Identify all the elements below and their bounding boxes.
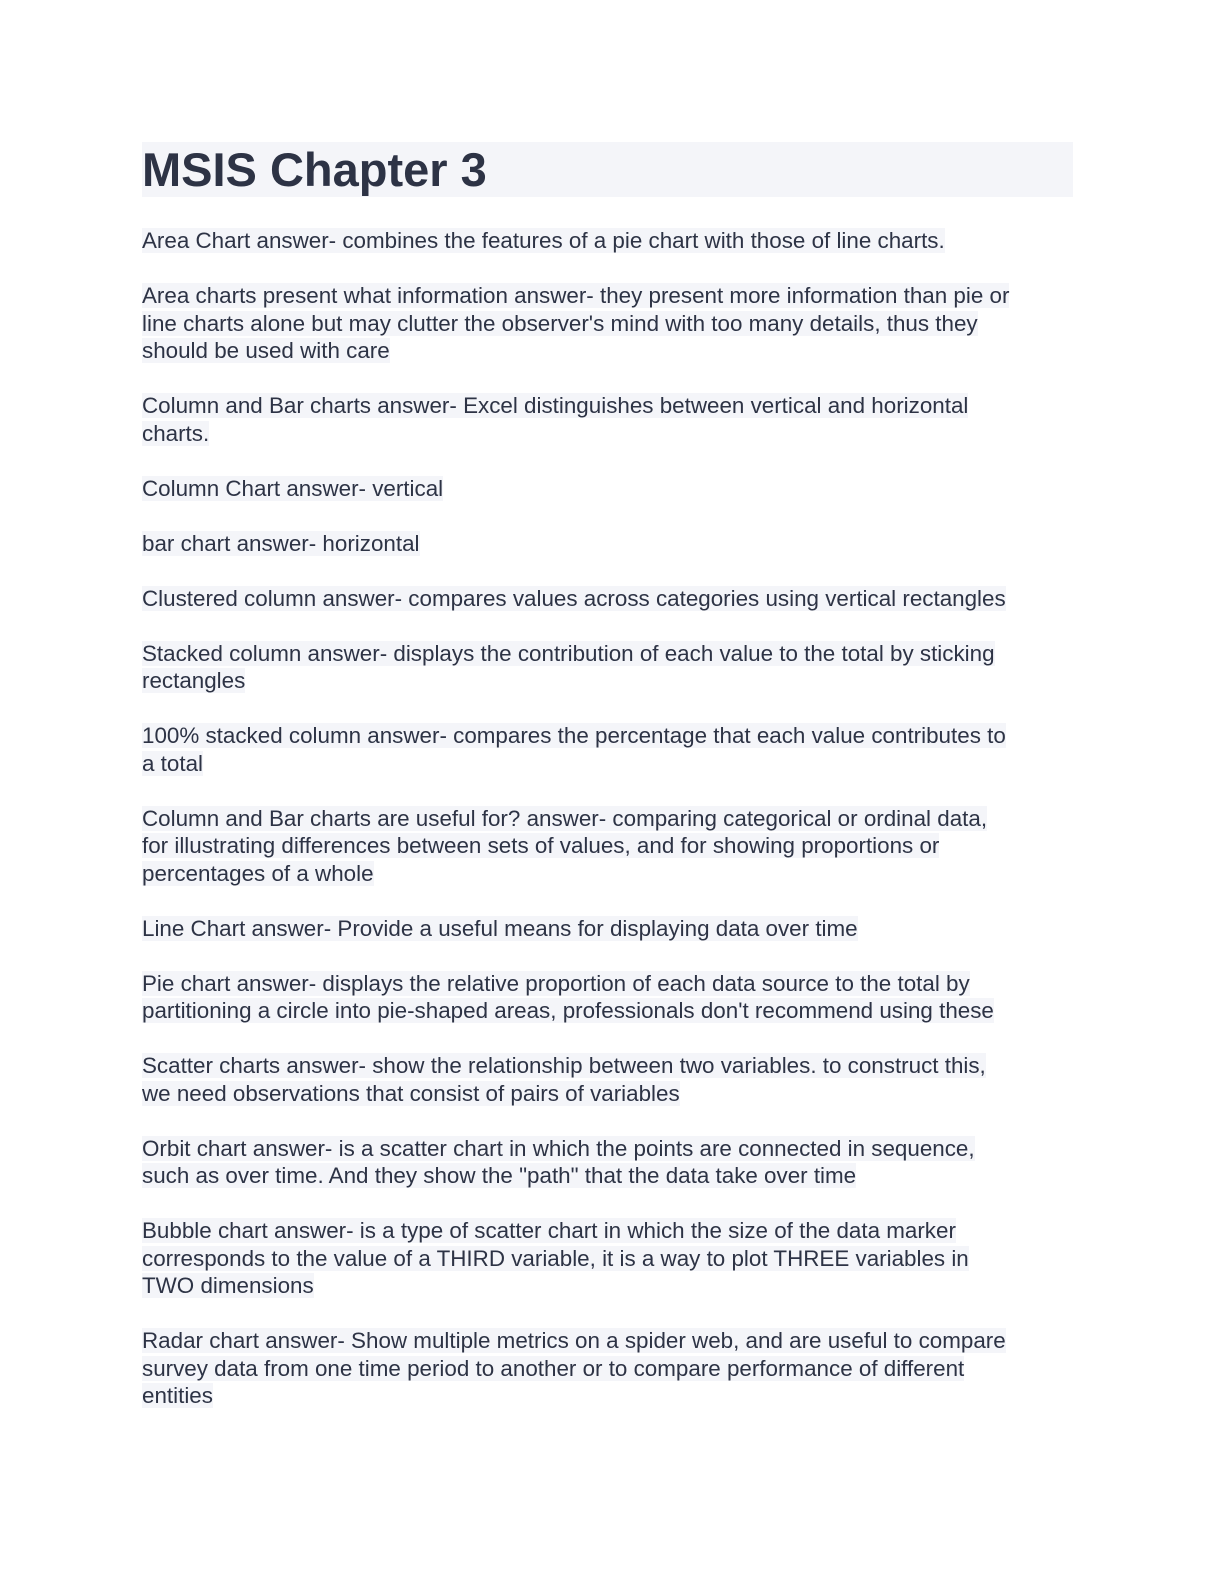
flashcard-entry	[142, 640, 1073, 695]
flashcard-entry	[142, 530, 1073, 558]
entry-line	[142, 1355, 1073, 1383]
flashcard-entry	[142, 585, 1073, 613]
entry-line-text: percentages of a whole	[142, 860, 374, 886]
entry-line-text: Column Chart answer- vertical	[142, 475, 444, 501]
entry-line-text: Line Chart answer- Provide a useful means for displaying data over time	[142, 915, 858, 941]
entry-line	[142, 420, 1073, 448]
entry-line-text: rectangles	[142, 668, 246, 693]
entry-line	[142, 722, 1073, 750]
entry-line	[142, 530, 1073, 558]
entry-line-text: Radar chart answer- Show multiple metrics on a spider web, and are useful to compare	[142, 1328, 1006, 1353]
page-title: MSIS Chapter 3	[142, 143, 487, 196]
entry-line	[142, 915, 1073, 943]
entry-line	[142, 1245, 1073, 1273]
entry-line-text: Column and Bar charts answer- Excel distinguishes between vertical and horizontal	[142, 393, 969, 418]
entry-line-text: such as over time. And they show the "path" that the data take over time	[142, 1163, 857, 1188]
entry-line	[142, 860, 1073, 888]
entry-line	[142, 667, 1073, 695]
flashcard-entry	[142, 1217, 1073, 1300]
entry-line	[142, 805, 1073, 833]
entry-line	[142, 997, 1073, 1025]
flashcard-entry	[142, 392, 1073, 447]
entry-line-text: for illustrating differences between sets of values, and for showing proportions or	[142, 833, 940, 858]
entry-line	[142, 640, 1073, 668]
entry-line-text: Bubble chart answer- is a type of scatter chart in which the size of the data marker	[142, 1218, 956, 1243]
document-page	[142, 142, 1073, 1437]
title-band	[142, 142, 1073, 197]
entry-line	[142, 227, 1073, 255]
entry-line-text: charts.	[142, 420, 210, 446]
entry-line-text: a total	[142, 750, 203, 776]
flashcard-entry	[142, 1135, 1073, 1190]
entry-line	[142, 585, 1073, 613]
flashcard-entry	[142, 227, 1073, 255]
entry-line	[142, 475, 1073, 503]
flashcard-entry	[142, 1327, 1073, 1410]
flashcard-entry	[142, 915, 1073, 943]
entry-line	[142, 1382, 1073, 1410]
flashcard-entry	[142, 805, 1073, 888]
entry-line-text: Stacked column answer- displays the contribution of each value to the total by sticking	[142, 640, 995, 666]
entry-line	[142, 1272, 1073, 1300]
entry-line-text: Column and Bar charts are useful for? answer- comparing categorical or ordinal data,	[142, 805, 988, 831]
entry-line-text: should be used with care	[142, 338, 390, 363]
flashcard-entry	[142, 970, 1073, 1025]
entry-line-text: Orbit chart answer- is a scatter chart in which the points are connected in sequence,	[142, 1135, 975, 1161]
entry-line-text: Pie chart answer- displays the relative proportion of each data source to the total by	[142, 970, 970, 996]
entry-list	[142, 227, 1073, 1410]
entry-line	[142, 1162, 1073, 1190]
flashcard-entry	[142, 475, 1073, 503]
entry-line-text: TWO dimensions	[142, 1273, 314, 1298]
entry-line-text: entities	[142, 1383, 213, 1408]
entry-line	[142, 1080, 1073, 1108]
entry-line-text: 100% stacked column answer- compares the percentage that each value contributes to	[142, 723, 1006, 748]
entry-line-text: Area Chart answer- combines the features of a pie chart with those of line charts.	[142, 228, 945, 253]
entry-line	[142, 337, 1073, 365]
entry-line	[142, 1327, 1073, 1355]
entry-line-text: Area charts present what information answer- they present more information than pie or	[142, 283, 1010, 308]
entry-line	[142, 970, 1073, 998]
entry-line-text: corresponds to the value of a THIRD variable, it is a way to plot THREE variables in	[142, 1245, 969, 1271]
flashcard-entry	[142, 722, 1073, 777]
entry-line-text: we need observations that consist of pairs of variables	[142, 1080, 680, 1106]
entry-line	[142, 750, 1073, 778]
flashcard-entry	[142, 282, 1073, 365]
entry-line	[142, 1135, 1073, 1163]
entry-line	[142, 1217, 1073, 1245]
flashcard-entry	[142, 1052, 1073, 1107]
entry-line-text: Clustered column answer- compares values across categories using vertical rectangles	[142, 585, 1006, 611]
entry-line-text: Scatter charts answer- show the relationship between two variables. to construct this,	[142, 1053, 986, 1078]
entry-line	[142, 392, 1073, 420]
entry-line-text: survey data from one time period to another or to compare performance of different	[142, 1355, 965, 1381]
entry-line	[142, 832, 1073, 860]
entry-line	[142, 1052, 1073, 1080]
entry-line-text: partitioning a circle into pie-shaped areas, professionals don't recommend using these	[142, 998, 994, 1023]
entry-line	[142, 310, 1073, 338]
entry-line-text: line charts alone but may clutter the observer's mind with too many details, thus they	[142, 310, 978, 336]
entry-line-text: bar chart answer- horizontal	[142, 530, 420, 556]
entry-line	[142, 282, 1073, 310]
